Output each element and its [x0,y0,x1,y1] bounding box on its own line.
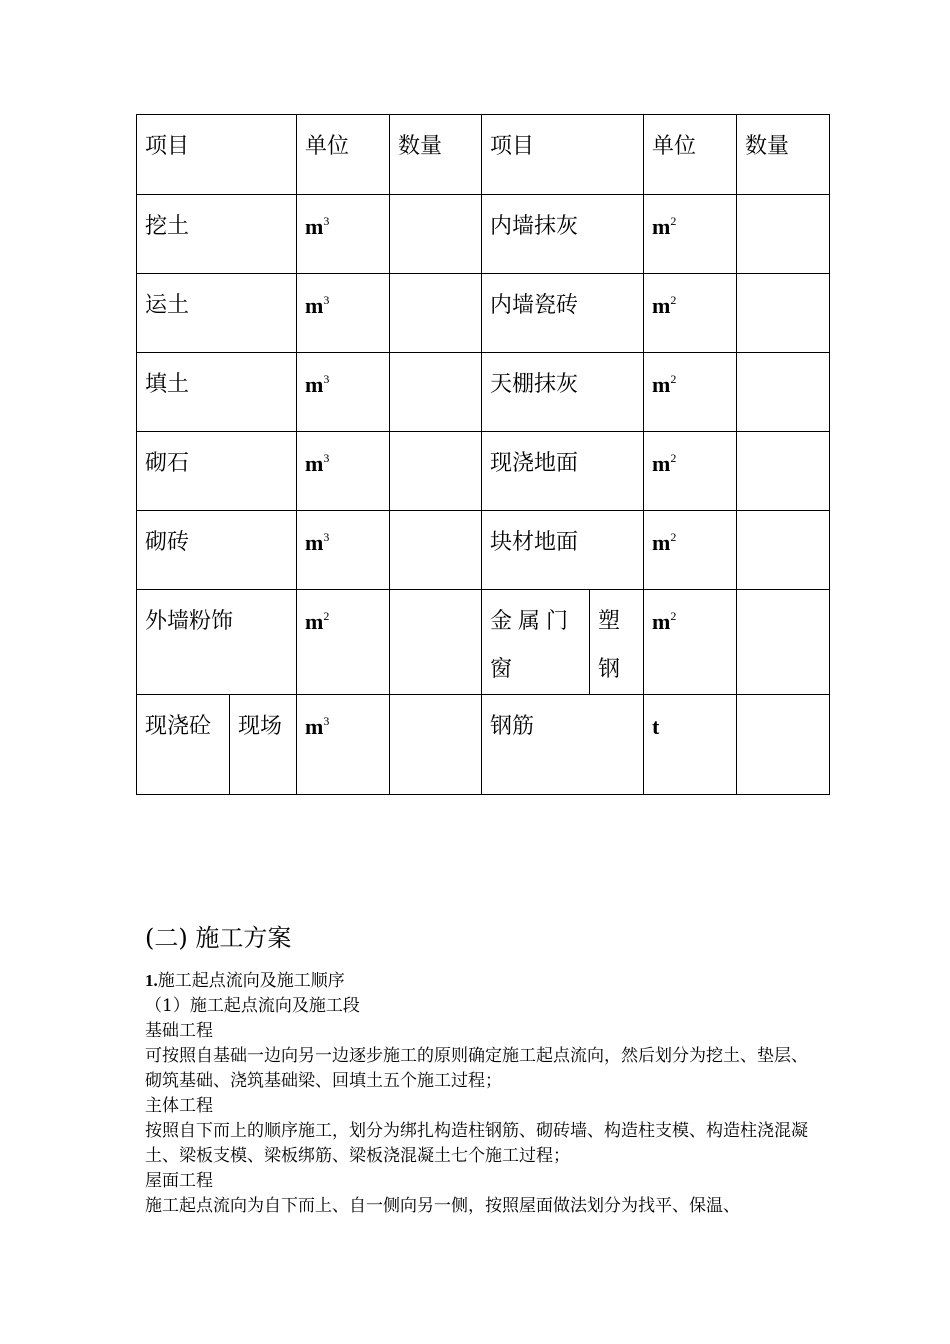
item-cell: 填土 [137,353,297,432]
unit-cell: $m^3$ [297,195,390,274]
table-row [137,511,830,590]
item-cell: 内墙抹灰 [482,195,644,274]
unit-cell: $m^3$ [297,511,390,590]
table-header-row [137,115,830,195]
unit-cell: $m^3$ [297,274,390,353]
subsection-title: 屋面工程 [145,1171,213,1191]
unit-cell: $m^3$ [297,432,390,511]
quantity-cell [390,695,482,795]
item-cell: 天棚抹灰 [482,353,644,432]
unit-cell: $m^2$ [644,353,737,432]
quantity-cell [390,195,482,274]
unit-cell: $m^2$ [644,432,737,511]
heading-level-1: 1.施工起点流向及施工顺序 [145,971,345,991]
section-body [145,968,815,1219]
section-title: (二) 施工方案 [145,924,292,952]
item-cell: 块材地面 [482,511,644,590]
quantity-cell [737,590,830,695]
subsection-title: 主体工程 [145,1096,213,1116]
header-item: 项目 [482,115,644,195]
unit-cell: t [644,695,737,795]
unit-cell: $m^2$ [644,195,737,274]
quantity-cell [737,353,830,432]
quantity-cell [737,274,830,353]
header-unit: 单位 [644,115,737,195]
item-cell: 现浇地面 [482,432,644,511]
quantity-cell [390,590,482,695]
item-cell: 挖土 [137,195,297,274]
table-row [137,274,830,353]
quantity-cell [737,511,830,590]
item-cell: 砌砖 [137,511,297,590]
item-cell: 内墙瓷砖 [482,274,644,353]
unit-cell: $m^2$ [644,274,737,353]
quantity-cell [390,511,482,590]
paragraph: 施工起点流向为自下而上、自一侧向另一侧，按照屋面做法划分为找平、保温、 [145,1196,740,1216]
paragraph: 可按照自基础一边向另一边逐步施工的原则确定施工起点流向，然后划分为挖土、垫层、砌筑基础、浇筑基础梁、回填土五个施工过程； [145,1046,808,1091]
table-row [137,432,830,511]
subsection-title: 基础工程 [145,1021,213,1041]
header-quantity: 数量 [737,115,830,195]
item-cell: 金属门窗 [482,590,590,695]
table-row [137,695,830,795]
header-item: 项目 [137,115,297,195]
quantities-table [136,114,830,795]
quantity-cell [737,195,830,274]
unit-cell: $m^3$ [297,353,390,432]
item-cell: 钢筋 [482,695,644,795]
item-cell: 现浇砼 [137,695,230,795]
item-cell: 运土 [137,274,297,353]
unit-cell: $m^2$ [644,590,737,695]
quantity-cell [390,353,482,432]
heading-level-2: （1）施工起点流向及施工段 [145,996,360,1016]
unit-cell: $m^2$ [644,511,737,590]
header-unit: 单位 [297,115,390,195]
table-row [137,195,830,274]
item-subcell: 现场 [230,695,297,795]
table-row [137,590,830,695]
item-cell: 外墙粉饰 [137,590,297,695]
quantity-cell [737,695,830,795]
quantity-cell [737,432,830,511]
quantity-cell [390,274,482,353]
item-subcell: 塑钢 [590,590,644,695]
item-cell: 砌石 [137,432,297,511]
header-quantity: 数量 [390,115,482,195]
table-row [137,353,830,432]
unit-cell: $m^3$ [297,695,390,795]
paragraph: 按照自下而上的顺序施工，划分为绑扎构造柱钢筋、砌砖墙、构造柱支模、构造柱浇混凝土、梁板支模、梁板绑筋、梁板浇混凝土七个施工过程； [145,1121,808,1166]
unit-cell: $m^2$ [297,590,390,695]
quantity-cell [390,432,482,511]
